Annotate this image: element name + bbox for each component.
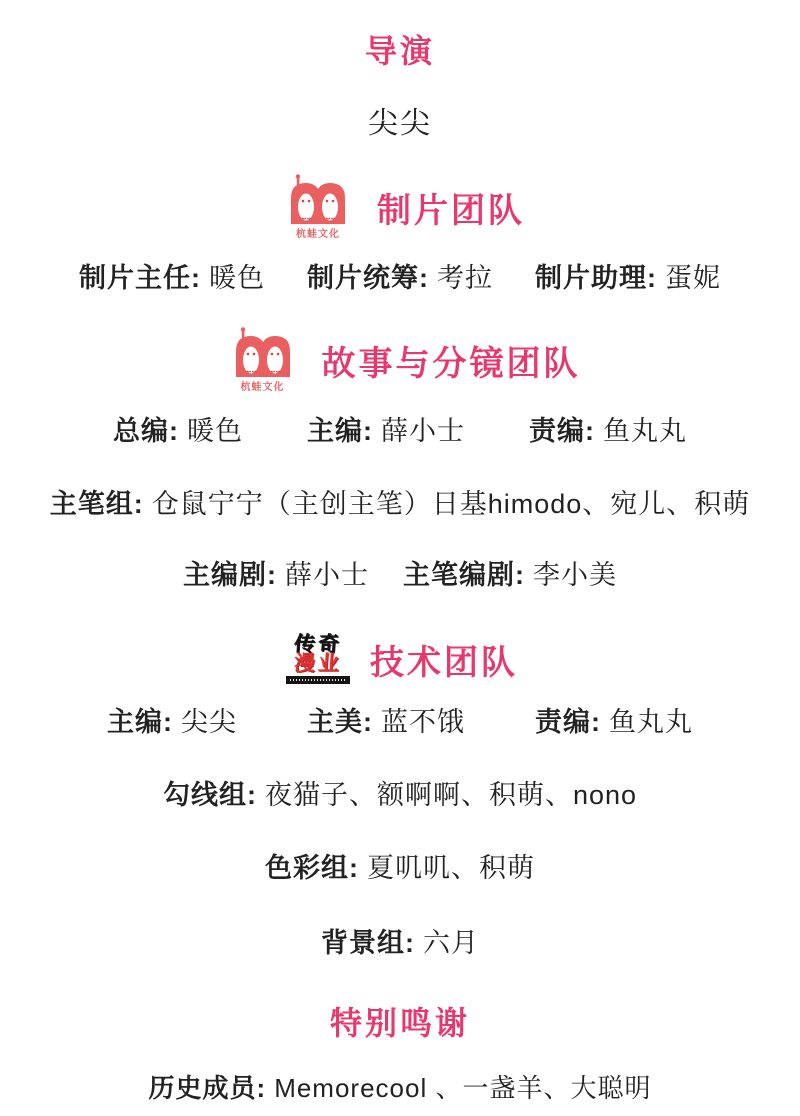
role-pair <box>307 409 465 448</box>
role-pair <box>535 700 693 739</box>
role-pair <box>79 256 265 295</box>
role-name: 考拉 <box>437 263 493 293</box>
technical-team-title: 技术团队 <box>370 643 518 682</box>
role-names: 仓鼠宁宁（主创主笔）日基himodo、宛儿、积萌 <box>151 489 751 519</box>
role-label: 总编: <box>113 416 179 446</box>
role-name: 尖尖 <box>181 707 237 737</box>
role-label: 制片助理: <box>535 263 657 293</box>
role-name: 薛小士 <box>381 416 465 446</box>
role-name: 鱼丸丸 <box>609 707 693 737</box>
role-pair <box>529 409 687 448</box>
line-group-line <box>163 773 637 812</box>
role-name: 蓝不饿 <box>381 707 465 737</box>
legend-logo-bar <box>286 676 350 684</box>
role-label: 责编: <box>535 707 601 737</box>
role-label: 主笔组: <box>49 489 144 519</box>
technical-roles-row <box>107 700 693 739</box>
role-pair <box>307 700 465 739</box>
role-pair <box>535 256 721 295</box>
role-label: 责编: <box>529 416 595 446</box>
hangwa-brand-text: 杭蛙文化 <box>240 382 285 393</box>
role-names: 六月 <box>423 928 479 958</box>
role-names: 夜猫子、额啊啊、积萌、nono <box>264 780 638 810</box>
color-group-line <box>265 846 535 885</box>
role-pair <box>403 553 617 592</box>
role-label: 主编: <box>107 707 173 737</box>
role-label: 制片主任: <box>79 263 201 293</box>
role-name: 暖色 <box>209 263 265 293</box>
role-label: 色彩组: <box>265 853 359 883</box>
role-names: Memorecool 、一盏羊、大聪明 <box>274 1073 652 1103</box>
role-label: 背景组: <box>321 928 415 958</box>
legend-logo-top-text: 传奇 <box>293 633 343 656</box>
role-pair <box>307 256 493 295</box>
role-label: 主美: <box>307 707 373 737</box>
story-roles-row <box>113 409 687 448</box>
hangwa-studio-logo-icon <box>220 327 306 393</box>
pen-group-line <box>50 482 751 521</box>
story-team-header <box>220 327 581 393</box>
role-label: 勾线组: <box>162 780 257 810</box>
role-label: 主编: <box>307 416 373 446</box>
production-roles-row <box>79 256 721 295</box>
writers-row <box>183 553 617 592</box>
history-members-line <box>149 1068 652 1105</box>
role-name: 蛋妮 <box>665 263 721 293</box>
hangwa-studio-logo-icon <box>275 174 361 240</box>
hangwa-brand-text: 杭蛙文化 <box>296 229 340 240</box>
role-pair <box>183 553 369 592</box>
role-label: 主编剧: <box>183 560 277 590</box>
role-names: 夏叽叽、积萌 <box>367 853 535 883</box>
legend-logo-bottom-text: 漫业 <box>293 652 343 675</box>
director-section-title: 导演 <box>364 33 435 69</box>
role-label: 主笔编剧: <box>403 560 525 590</box>
technical-team-header <box>282 634 518 684</box>
background-group-line <box>321 921 479 960</box>
role-label: 历史成员: <box>148 1073 267 1103</box>
role-label: 制片统筹: <box>307 263 429 293</box>
special-thanks-title: 特别鸣谢 <box>329 1005 470 1041</box>
role-name: 薛小士 <box>285 560 369 590</box>
production-team-title: 制片团队 <box>377 191 525 230</box>
role-pair <box>113 409 243 448</box>
role-name: 李小美 <box>533 560 617 590</box>
legend-comics-logo-icon <box>282 634 354 684</box>
story-team-title: 故事与分镜团队 <box>321 344 581 383</box>
role-name: 鱼丸丸 <box>603 416 687 446</box>
director-name: 尖尖 <box>368 107 432 140</box>
role-pair <box>107 700 237 739</box>
role-name: 暖色 <box>187 416 243 446</box>
production-team-header <box>275 174 525 240</box>
